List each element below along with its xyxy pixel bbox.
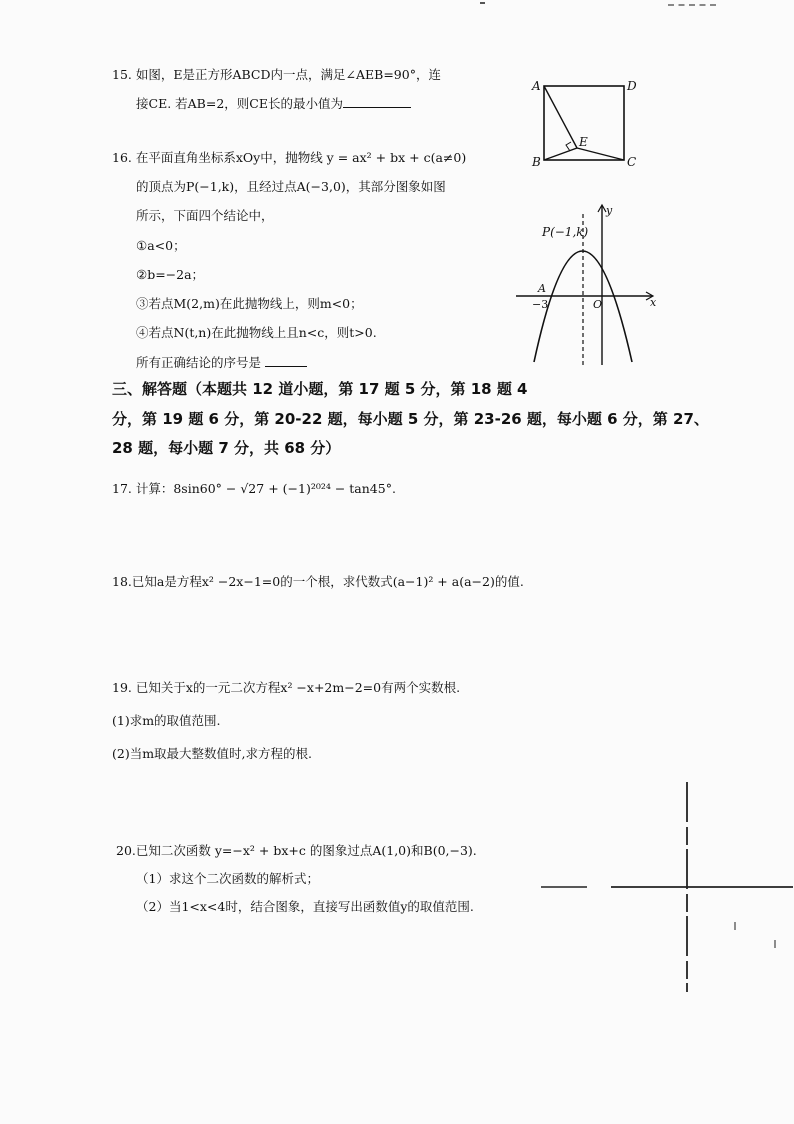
q16-line2: 的顶点为P(−1,k)，且经过点A(−3,0)，其部分图象如图 (136, 179, 446, 194)
section-3-heading-line2: 分，第 19 题 6 分，第 20-22 题，每小题 5 分，第 23-26 题，每小题 6 分，第 27、 (112, 410, 709, 428)
q16-conclusion-2: ②b=−2a； (136, 267, 205, 282)
section-3-heading-line3: 28 题，每小题 7 分，共 68 分） (112, 439, 341, 457)
q17-text: 17. 计算：8sin60° − √27 + (−1)²⁰²⁴ − tan45°. (112, 481, 396, 496)
q16-ask-wrap (136, 355, 307, 370)
label-c: C (627, 155, 637, 169)
label-a-point: A (538, 282, 546, 295)
q20-part2: （2）当1<x<4时，结合图象，直接写出函数值y的取值范围. (136, 899, 474, 914)
q20-part1: （1）求这个二次函数的解析式； (136, 871, 319, 886)
scan-mark-top-right (668, 4, 716, 8)
q15-line2-wrap (136, 96, 411, 111)
q15-line2: 接CE. 若AB=2，则CE长的最小值为 (136, 96, 343, 111)
q16-line1: 16. 在平面直角坐标系xOy中，抛物线 y = ax² + bx + c(a≠0) (112, 150, 467, 165)
q18-text: 18.已知a是方程x² −2x−1=0的一个根，求代数式(a−1)² + a(a−2)的值. (112, 574, 524, 589)
label-a: A (532, 79, 541, 93)
q16-conclusion-1: ①a<0； (136, 238, 186, 253)
label-origin: O (593, 298, 603, 311)
q20-text: 20.已知二次函数 y=−x² + bx+c 的图象过点A(1,0)和B(0,−3). (116, 843, 477, 858)
q20-blank-axes (535, 780, 794, 1000)
q16-answer-blank[interactable] (265, 366, 307, 367)
q15-answer-blank[interactable] (343, 107, 411, 108)
label-p: P(−1,k) (542, 225, 589, 239)
q15-line1: 15. 如图，E是正方形ABCD内一点，满足∠AEB=90°，连 (112, 67, 441, 82)
q16-ask: 所有正确结论的序号是 (136, 355, 262, 370)
q15-square-figure (530, 78, 640, 168)
label-e: E (579, 135, 588, 149)
label-neg3: −3 (532, 298, 549, 311)
label-x: x (650, 296, 657, 309)
label-b: B (532, 155, 541, 169)
q19-part2: (2)当m取最大整数值时,求方程的根. (112, 746, 313, 761)
scan-mark-top (480, 2, 485, 8)
q19-part1: (1)求m的取值范围. (112, 713, 221, 728)
label-y: y (606, 204, 613, 217)
q16-parabola-graph (512, 200, 662, 370)
label-d: D (627, 79, 637, 93)
q16-conclusion-4: ④若点N(t,n)在此抛物线上且n<c，则t>0. (136, 325, 377, 340)
section-3-heading-line1: 三、解答题（本题共 12 道小题，第 17 题 5 分，第 18 题 4 (112, 380, 528, 398)
segment-ae (544, 86, 577, 148)
segment-be (544, 148, 577, 160)
q19-text: 19. 已知关于x的一元二次方程x² −x+2m−2=0有两个实数根. (112, 680, 461, 695)
q16-line3: 所示，下面四个结论中， (136, 208, 274, 223)
segment-ce (577, 148, 624, 160)
right-angle-mark (566, 142, 571, 151)
q16-conclusion-3: ③若点M(2,m)在此抛物线上，则m<0； (136, 296, 363, 311)
